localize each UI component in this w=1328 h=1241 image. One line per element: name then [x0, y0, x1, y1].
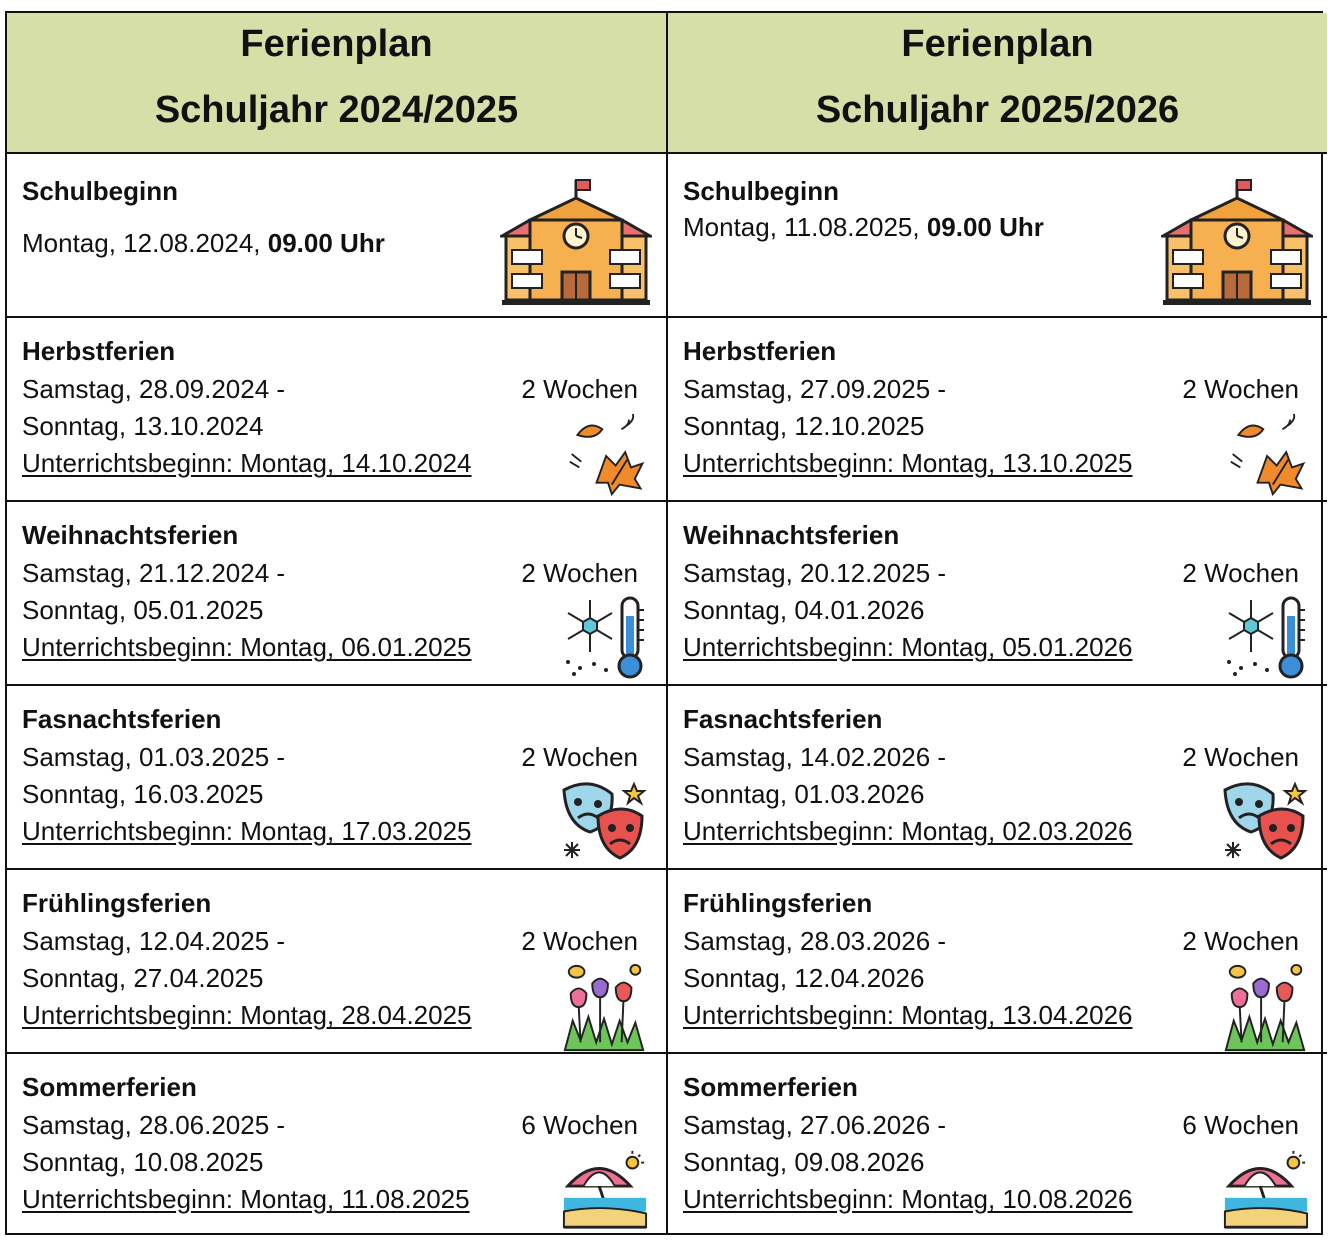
holiday-title: Weihnachtsferien [683, 520, 900, 550]
holiday-from: Samstag, 12.04.2025 - [22, 926, 286, 956]
schulbeginn-date: Montag, 12.08.2024, [22, 228, 268, 258]
spring-flowers-icon [1221, 962, 1311, 1059]
holiday-duration: 2 Wochen [1182, 926, 1299, 956]
schulbeginn-cell [668, 156, 1327, 318]
header-school-year: Schuljahr 2024/2025 [154, 89, 519, 131]
holiday-cell [668, 318, 1327, 502]
plan-header [668, 13, 1327, 154]
holiday-to: Sonntag, 12.04.2026 [683, 963, 925, 993]
holiday-cell [7, 1054, 666, 1235]
holiday-from: Samstag, 01.03.2025 - [22, 742, 286, 772]
holiday-duration: 2 Wochen [1182, 742, 1299, 772]
school-building-icon [500, 178, 652, 313]
schulbeginn-time: 09.00 Uhr [267, 228, 385, 258]
holiday-duration: 2 Wochen [521, 374, 638, 404]
lesson-start: Unterrichtsbeginn: Montag, 10.08.2026 [683, 1184, 1133, 1214]
holiday-duration: 2 Wochen [521, 742, 638, 772]
carnival-masks-icon [1221, 780, 1311, 869]
holiday-from: Samstag, 28.09.2024 - [22, 374, 286, 404]
carnival-masks-icon [560, 780, 650, 869]
holiday-from: Samstag, 21.12.2024 - [22, 558, 286, 588]
holiday-from: Samstag, 14.02.2026 - [683, 742, 947, 772]
column-2024-2025 [7, 13, 666, 1233]
holiday-cell [7, 870, 666, 1054]
holiday-to: Sonntag, 05.01.2025 [22, 595, 264, 625]
holiday-duration: 6 Wochen [1182, 1110, 1299, 1140]
holiday-duration: 6 Wochen [521, 1110, 638, 1140]
holiday-cell [7, 502, 666, 686]
holiday-to: Sonntag, 12.10.2025 [683, 411, 925, 441]
holiday-to: Sonntag, 13.10.2024 [22, 411, 264, 441]
holiday-duration: 2 Wochen [1182, 558, 1299, 588]
lesson-start: Unterrichtsbeginn: Montag, 17.03.2025 [22, 816, 472, 846]
autumn-leaves-icon [1227, 412, 1311, 503]
holiday-duration: 2 Wochen [1182, 374, 1299, 404]
holiday-cell [668, 1054, 1327, 1235]
school-building-icon [1161, 178, 1313, 313]
column-2025-2026 [666, 13, 1327, 1233]
beach-umbrella-icon [560, 1148, 650, 1237]
lesson-start: Unterrichtsbeginn: Montag, 13.04.2026 [683, 1000, 1133, 1030]
holiday-title: Weihnachtsferien [22, 520, 239, 550]
header-title: Ferienplan [240, 23, 433, 65]
holiday-from: Samstag, 20.12.2025 - [683, 558, 947, 588]
lesson-start: Unterrichtsbeginn: Montag, 13.10.2025 [683, 448, 1133, 478]
schulbeginn-time: 09.00 Uhr [926, 212, 1044, 242]
autumn-leaves-icon [566, 412, 650, 503]
header-school-year: Schuljahr 2025/2026 [815, 89, 1180, 131]
holiday-duration: 2 Wochen [521, 558, 638, 588]
lesson-start: Unterrichtsbeginn: Montag, 02.03.2026 [683, 816, 1133, 846]
holiday-to: Sonntag, 09.08.2026 [683, 1147, 925, 1177]
holiday-from: Samstag, 27.09.2025 - [683, 374, 947, 404]
lesson-start: Unterrichtsbeginn: Montag, 06.01.2025 [22, 632, 472, 662]
schulbeginn-cell [7, 156, 666, 318]
lesson-start: Unterrichtsbeginn: Montag, 28.04.2025 [22, 1000, 472, 1030]
header-title: Ferienplan [901, 23, 1094, 65]
holiday-to: Sonntag, 16.03.2025 [22, 779, 264, 809]
holiday-cell [668, 686, 1327, 870]
holiday-cell [668, 502, 1327, 686]
holiday-title: Sommerferien [22, 1072, 197, 1102]
plan-header [7, 13, 666, 154]
lesson-start: Unterrichtsbeginn: Montag, 11.08.2025 [22, 1184, 470, 1214]
holiday-title: Frühlingsferien [22, 888, 212, 918]
lesson-start: Unterrichtsbeginn: Montag, 05.01.2026 [683, 632, 1133, 662]
schulbeginn-title: Schulbeginn [683, 176, 839, 206]
holiday-title: Fasnachtsferien [683, 704, 883, 734]
holiday-cell [668, 870, 1327, 1054]
holiday-to: Sonntag, 10.08.2025 [22, 1147, 264, 1177]
schulbeginn-date: Montag, 11.08.2025, [683, 212, 927, 242]
holiday-plan-table [5, 11, 1323, 1235]
holiday-from: Samstag, 28.03.2026 - [683, 926, 947, 956]
lesson-start: Unterrichtsbeginn: Montag, 14.10.2024 [22, 448, 472, 478]
holiday-title: Sommerferien [683, 1072, 858, 1102]
holiday-to: Sonntag, 01.03.2026 [683, 779, 925, 809]
holiday-title: Herbstferien [22, 336, 176, 366]
holiday-duration: 2 Wochen [521, 926, 638, 956]
schulbeginn-date-line [683, 212, 1044, 243]
schulbeginn-date-line [22, 228, 385, 259]
holiday-title: Fasnachtsferien [22, 704, 222, 734]
holiday-cell [7, 318, 666, 502]
beach-umbrella-icon [1221, 1148, 1311, 1237]
holiday-from: Samstag, 28.06.2025 - [22, 1110, 286, 1140]
holiday-title: Frühlingsferien [683, 888, 873, 918]
spring-flowers-icon [560, 962, 650, 1059]
snow-thermometer-icon [560, 596, 650, 685]
holiday-cell [7, 686, 666, 870]
schulbeginn-title: Schulbeginn [22, 176, 178, 206]
snow-thermometer-icon [1221, 596, 1311, 685]
holiday-from: Samstag, 27.06.2026 - [683, 1110, 947, 1140]
holiday-to: Sonntag, 04.01.2026 [683, 595, 925, 625]
holiday-title: Herbstferien [683, 336, 837, 366]
holiday-to: Sonntag, 27.04.2025 [22, 963, 264, 993]
